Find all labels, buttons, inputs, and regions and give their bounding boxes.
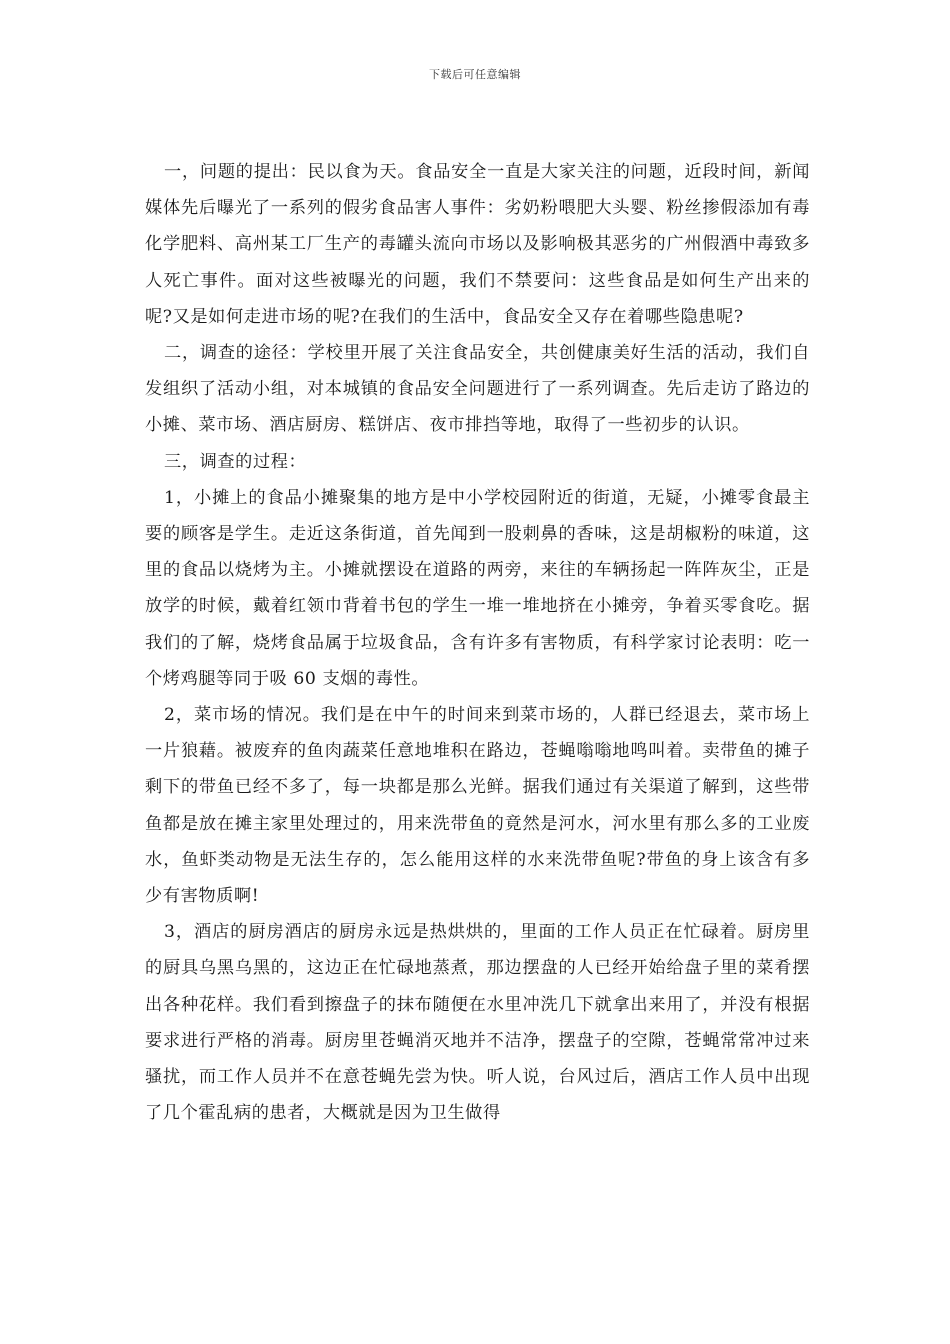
document-body	[145, 154, 810, 1131]
paragraph-vegetable-market: 2，菜市场的情况。我们是在中午的时间来到菜市场的，人群已经退去，菜市场上一片狼藉。被废弃的鱼肉蔬菜任意地堆积在路边，苍蝇嗡嗡地鸣叫着。卖带鱼的摊子剩下的带鱼已经不多了，每一块都是那么光鲜。据我们通过有关渠道了解到，这些带鱼都是放在摊主家里处理过的，用来洗带鱼的竟然是河水，河水里有那么多的工业废水，鱼虾类动物是无法生存的，怎么能用这样的水来洗带鱼呢?带鱼的身上该含有多少有害物质啊!	[145, 705, 810, 907]
paragraph-process-heading: 三，调查的过程：	[164, 451, 307, 472]
page-header: 下载后可任意编辑	[429, 68, 521, 81]
paragraph-hotel-kitchen: 3，酒店的厨房酒店的厨房永远是热烘烘的，里面的工作人员正在忙碌着。厨房里的厨具乌黑乌黑的，这边正在忙碌地蒸煮，那边摆盘的人已经开始给盘子里的菜肴摆出各种花样。我们看到擦盘子的抹布随便在水里冲洗几下就拿出来用了，并没有根据要求进行严格的消毒。厨房里苍蝇消灭地并不洁净，摆盘子的空隙，苍蝇常常冲过来骚扰，而工作人员并不在意苍蝇先尝为快。听人说，台风过后，酒店工作人员中出现了几个霍乱病的患者，大概就是因为卫生做得	[145, 922, 810, 1124]
paragraph-investigation-approach: 二，调查的途径：学校里开展了关注食品安全，共创健康美好生活的活动，我们自发组织了活动小组，对本城镇的食品安全问题进行了一系列调查。先后走访了路边的小摊、菜市场、酒店厨房、糕饼店、夜市排挡等地，取得了一些初步的认识。	[145, 343, 810, 436]
paragraph-problem-statement: 一，问题的提出：民以食为天。食品安全一直是大家关注的问题，近段时间，新闻媒体先后曝光了一系列的假劣食品害人事件：劣奶粉喂肥大头婴、粉丝掺假添加有毒化学肥料、高州某工厂生产的毒罐头流向市场以及影响极其恶劣的广州假酒中毒致多人死亡事件。面对这些被曝光的问题，我们不禁要问：这些食品是如何生产出来的呢?又是如何走进市场的呢?在我们的生活中，食品安全又存在着哪些隐患呢?	[145, 162, 810, 327]
paragraph-street-stalls: 1，小摊上的食品小摊聚集的地方是中小学校园附近的街道，无疑，小摊零食最主要的顾客是学生。走近这条街道，首先闻到一股刺鼻的香味，这是胡椒粉的味道，这里的食品以烧烤为主。小摊就摆设在道路的两旁，来往的车辆扬起一阵阵灰尘，正是放学的时候，戴着红领巾背着书包的学生一堆一堆地挤在小摊旁，争着买零食吃。据我们的了解，烧烤食品属于垃圾食品，含有许多有害物质，有科学家讨论表明：吃一个烤鸡腿等同于吸 60 支烟的毒性。	[145, 487, 810, 689]
